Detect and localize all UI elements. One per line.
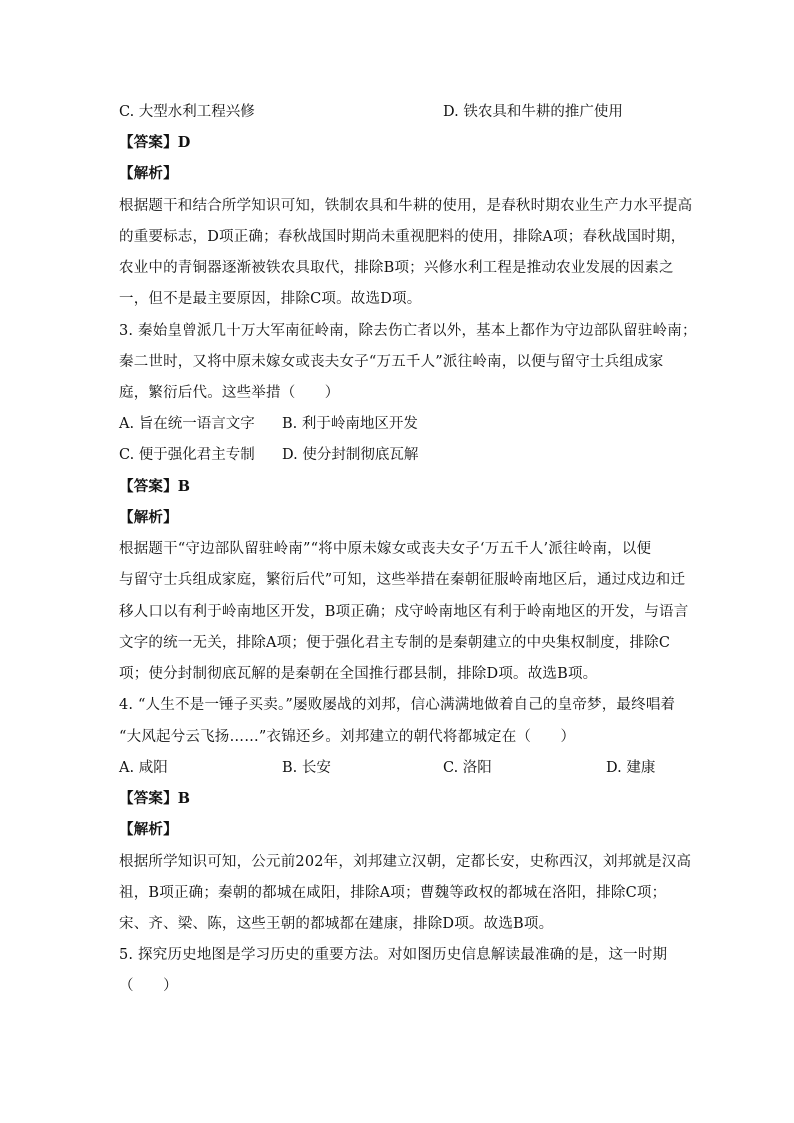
q3-answer: 【答案】B (119, 478, 191, 495)
q3-analysis-line: 根据题干“守边部队留驻岭南”“将中原未嫁女或丧夫女子‘万五千人’派往岭南，以便 (119, 541, 652, 557)
q3-stem-line: 3. 秦始皇曾派几十万大军南征岭南，除去伤亡者以外，基本上都作为守边部队留驻岭南； (119, 323, 697, 339)
q3-analysis-label: 【解析】 (119, 509, 178, 526)
q3-analysis-line: 项；使分封制彻底瓦解的是秦朝在全国推行郡县制，排除D项。故选B项。 (119, 666, 598, 682)
q4-analysis-line: 祖，B项正确；秦朝的都城在咸阳，排除A项；曹魏等政权的都城在洛阳，排除C项； (119, 885, 667, 901)
q4-stem-line: 4. “人生不是一锤子买卖。”屡败屡战的刘邦，信心满满地做着自己的皇帝梦，最终唱着 (119, 697, 676, 713)
q3-option-d: D. 使分封制彻底瓦解 (282, 447, 419, 463)
q3-stem-line: 庭，繁衍后代。这些举措（ ） (119, 385, 340, 401)
q2-analysis-line: 一，但不是最主要原因，排除C项。故选D项。 (119, 291, 422, 307)
q3-stem-line: 秦二世时，又将中原未嫁女或丧夫女子“万五千人”派往岭南，以便与留守士兵组成家 (119, 354, 664, 370)
q4-option-b: B. 长安 (282, 760, 331, 776)
q2-analysis-label: 【解析】 (119, 165, 178, 182)
q2-option-c: C. 大型水利工程兴修 (119, 104, 255, 120)
q3-analysis-line: 移人口以有利于岭南地区开发，B项正确；戍守岭南地区有利于岭南地区的开发，与语言 (119, 604, 689, 620)
q2-analysis-line: 根据题干和结合所学知识可知，铁制农具和牛耕的使用，是春秋时期农业生产力水平提高 (119, 198, 693, 214)
q4-analysis-line: 根据所学知识可知，公元前202年，刘邦建立汉朝，定都长安，史称西汉，刘邦就是汉高 (119, 854, 692, 870)
q4-analysis-line: 宋、齐、梁、陈，这些王朝的都城都在建康，排除D项。故选B项。 (119, 916, 554, 932)
q4-option-d: D. 建康 (606, 760, 656, 776)
q2-analysis-line: 的重要标志，D项正确；春秋战国时期尚未重视肥料的使用，排除A项；春秋战国时期， (119, 229, 686, 245)
q5-stem-line: （ ） (119, 978, 178, 994)
q2-analysis-line: 农业中的青铜器逐渐被铁农具取代，排除B项；兴修水利工程是推动农业发展的因素之 (119, 260, 674, 276)
q5-stem-line: 5. 探究历史地图是学习历史的重要方法。对如图历史信息解读最准确的是，这一时期 (119, 947, 668, 963)
q3-option-a: A. 旨在统一语言文字 (119, 416, 255, 432)
q3-analysis-line: 文字的统一无关，排除A项；便于强化君主专制的是秦朝建立的中央集权制度，排除C (119, 635, 671, 651)
q4-analysis-label: 【解析】 (119, 821, 178, 838)
q2-answer: 【答案】D (119, 134, 191, 151)
q4-answer: 【答案】B (119, 790, 191, 807)
q4-option-c: C. 洛阳 (443, 760, 492, 776)
q2-option-d: D. 铁农具和牛耕的推广使用 (443, 104, 623, 120)
q4-stem-line: “大风起兮云飞扬……”衣锦还乡。刘邦建立的朝代将都城定在（ ） (119, 729, 576, 745)
q4-option-a: A. 咸阳 (119, 760, 168, 776)
q3-option-c: C. 便于强化君主专制 (119, 447, 255, 463)
q3-option-b: B. 利于岭南地区开发 (282, 416, 418, 432)
q3-analysis-line: 与留守士兵组成家庭，繁衍后代”可知，这些举措在秦朝征服岭南地区后，通过戍边和迁 (119, 572, 686, 588)
